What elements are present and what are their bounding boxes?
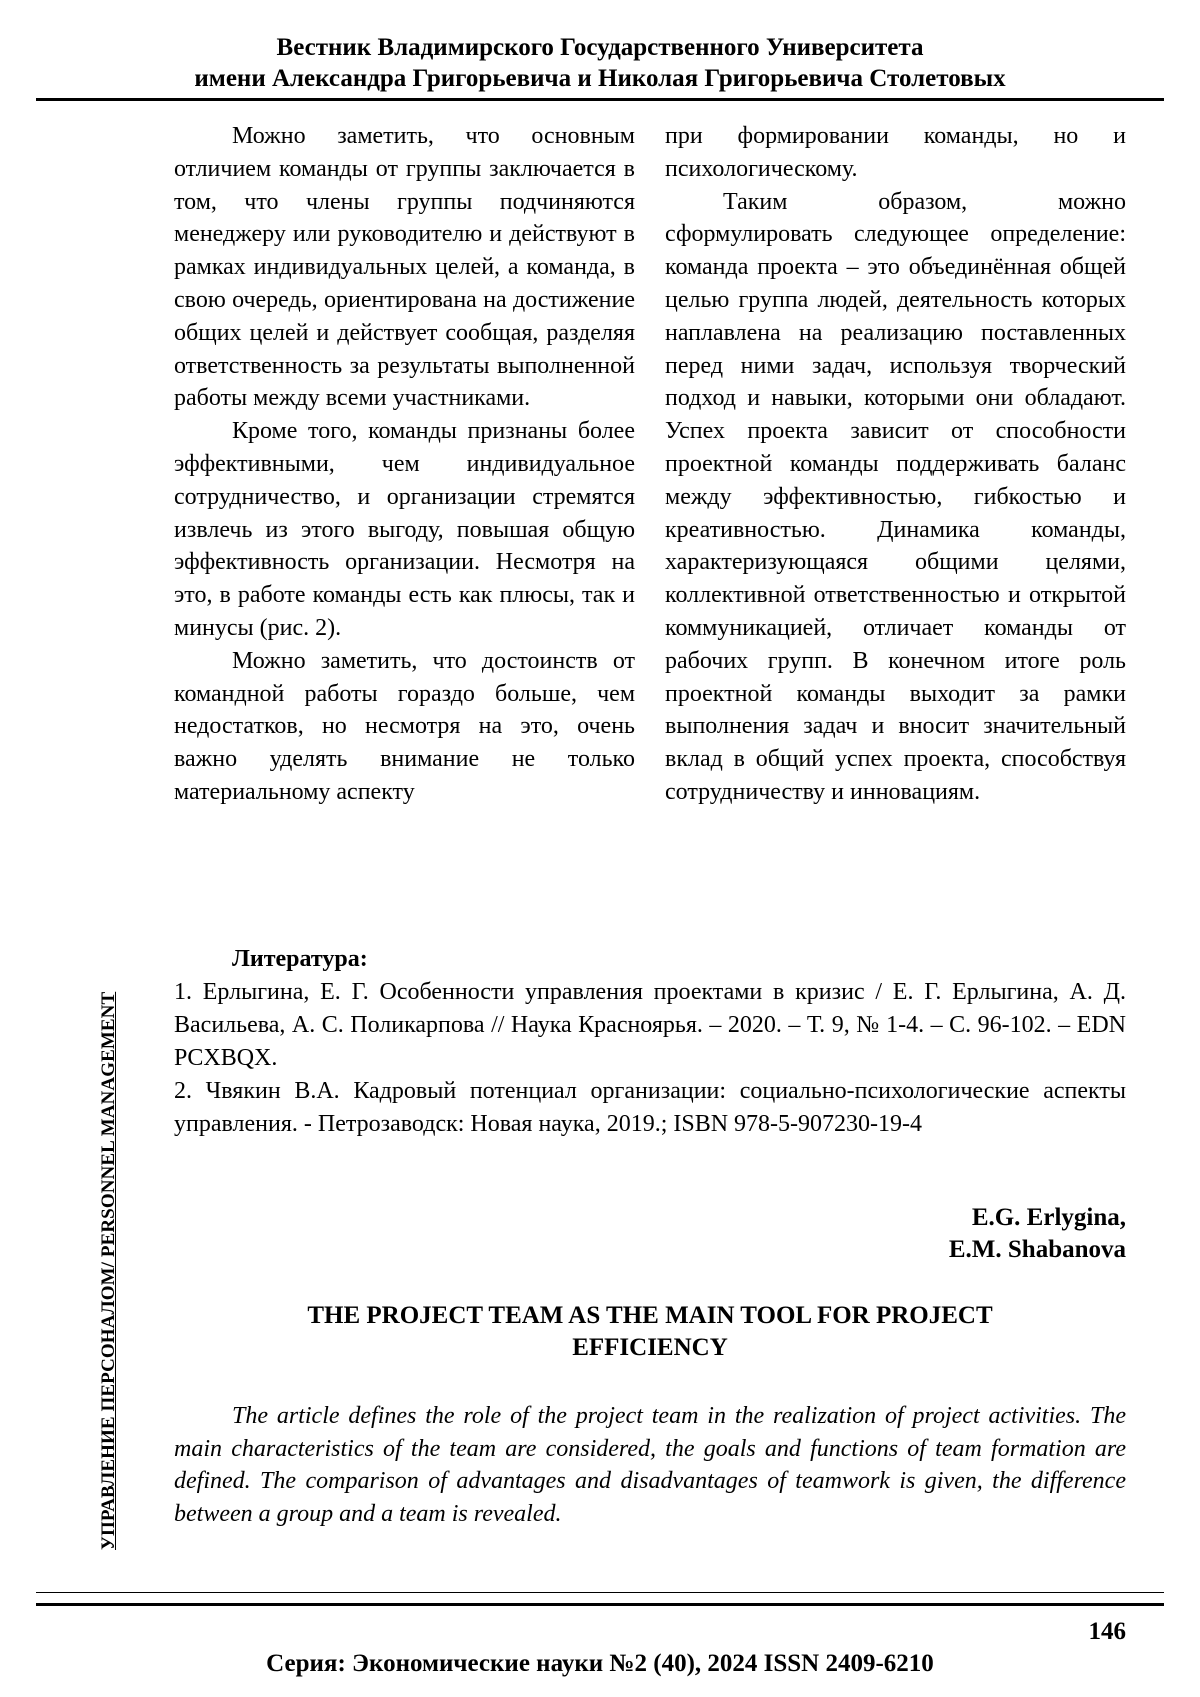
paragraph: Таким образом, можно сформулировать следующее определение: команда проекта – это объединённая общей целью группа людей, деятельность которых наплавлена на реализацию поставленных перед ними задач, используя творческий подход и навыки, которыми они обладают. Успех проекта зависит от способности проектной команды поддерживать баланс между эффективностью, гибкостью и креативностью. Динамика команды, характеризующаяся общими целями, коллективной ответственностью и открытой коммуникацией, отличает команды от рабочих групп. В конечном итоге роль проектной команды выходит за рамки выполнения задач и вносит значительный вклад в общий успех проекта, способствуя сотрудничеству и инновациям.: [665, 188, 1126, 805]
journal-title-line2: имени Александра Григорьевича и Николая Григорьевича Столетовых: [194, 65, 1006, 92]
header-divider: [36, 98, 1164, 101]
reference-item: 1. Ерлыгина, Е. Г. Особенности управления проектами в кризис / Е. Г. Ерлыгина, А. Д. Васильева, А. С. Поликарпова // Наука Красноярья. – 2020. – Т. 9, № 1-4. – С. 96-102. – EDN PCXBQX.: [174, 979, 1126, 1071]
journal-title-line1: Вестник Владимирского Государственного Университета: [276, 34, 924, 61]
authors-block: [949, 1202, 1126, 1266]
author-name: E.G. Erlygina,: [971, 1204, 1126, 1231]
paragraph: Можно заметить, что достоинств от командной работы гораздо больше, чем недостатков, но несмотря на это, очень важно уделять внимание не только материальному аспекту: [174, 647, 635, 805]
reference-item: 2. Чвякин В.А. Кадровый потенциал организации: социально-психологические аспекты управления. - Петрозаводск: Новая наука, 2019.; ISBN 978-5-907230-19-4: [174, 1078, 1126, 1137]
english-title-line1: THE PROJECT TEAM AS THE MAIN TOOL FOR PROJECT: [307, 1302, 993, 1329]
paragraph: Можно заметить, что основным отличием команды от группы заключается в том, что члены группы подчиняются менеджеру или руководителю и действуют в рамках индивидуальных целей, а команда, в свою очередь, ориентирована на достижение общих целей и действует сообщая, разделяя ответственность за результаты выполненной работы между всеми участниками.: [174, 123, 635, 412]
section-side-label: УПРАВЛЕНИЕ ПЕРСОНАЛОМ/ PERSONNEL MANAGEMENT: [98, 991, 119, 1550]
right-column: [665, 120, 1126, 809]
literature-title: Литература:: [232, 946, 368, 972]
english-title-line2: EFFICIENCY: [572, 1334, 728, 1361]
left-column: [174, 120, 635, 809]
journal-header: [0, 32, 1200, 94]
abstract: The article defines the role of the project team in the realization of project activities. The main characteristics of the team are considered, the goals and functions of team formation are defined. The comparison of advantages and disadvantages of teamwork is given, the difference between a group and a team is revealed.: [174, 1403, 1126, 1527]
paragraph: Кроме того, команды признаны более эффективными, чем индивидуальное сотрудничество, и организации стремятся извлечь из этого выгоду, повышая общую эффективность организации. Несмотря на это, в работе команды есть как плюсы, так и минусы (рис. 2).: [174, 418, 635, 641]
series-footer: Серия: Экономические науки №2 (40), 2024 ISSN 2409-6210: [266, 1650, 934, 1677]
author-name: E.M. Shabanova: [948, 1236, 1126, 1263]
literature-section: [174, 943, 1126, 1141]
footer-divider: [36, 1603, 1164, 1606]
paragraph-continuation: при формировании команды, но и психологическому.: [665, 123, 1126, 182]
page-number: 146: [1088, 1618, 1126, 1645]
footer-divider-thin: [36, 1592, 1164, 1593]
english-article-title: [200, 1300, 1100, 1364]
